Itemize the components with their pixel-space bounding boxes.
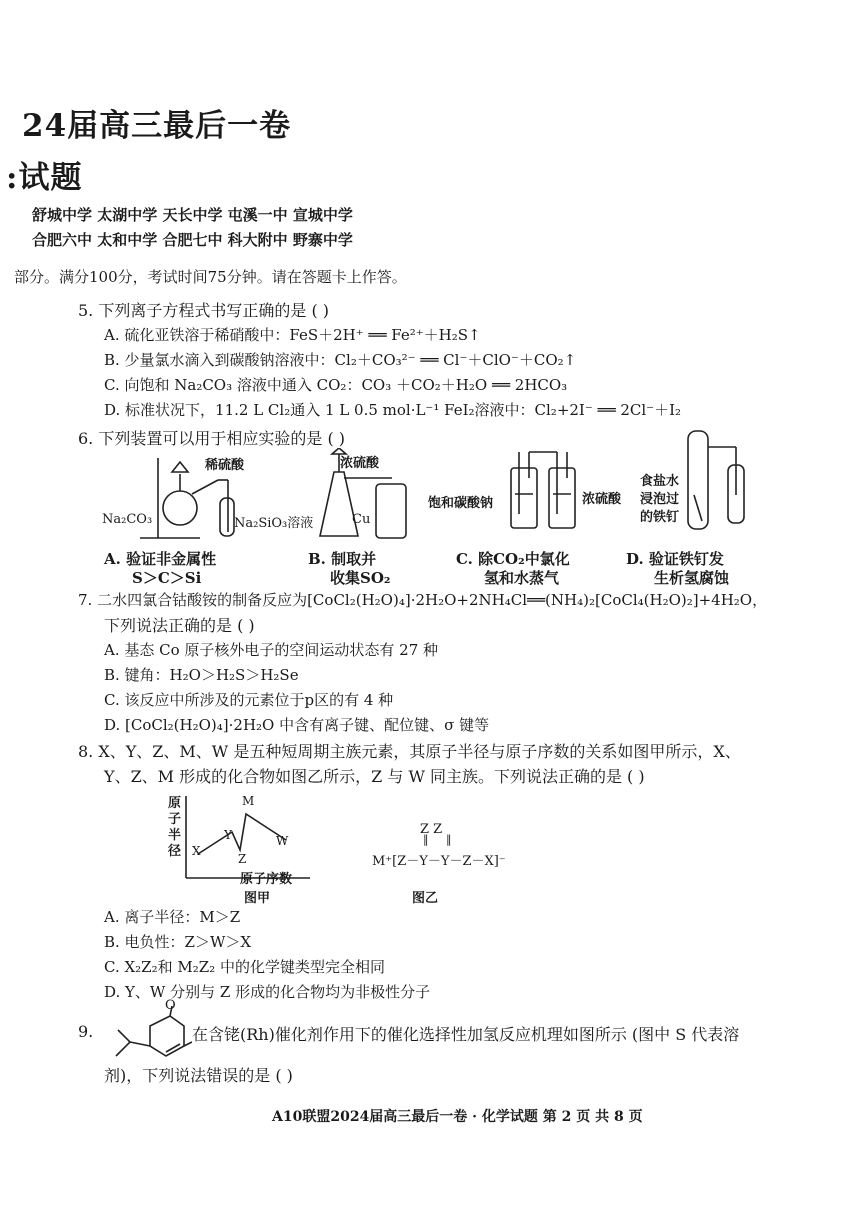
q5-option-d: D. 标准状况下，11.2 L Cl₂通入 1 L 0.5 mol·L⁻¹ FeI₂溶液中：Cl₂+2I⁻ ══ 2Cl⁻＋I₂ — [104, 401, 682, 419]
q8-option-d: D. Y、W 分别与 Z 形成的化合物均为非极性分子 — [104, 983, 431, 1001]
q8-fig2-top: Z Z — [420, 822, 443, 837]
q8-fig1-point-m: M — [242, 794, 255, 808]
q6-figure-c — [505, 448, 585, 538]
q6-b-reagent-2: Cu — [352, 512, 371, 527]
q8-fig1-point-w: W — [276, 834, 289, 848]
q9-text-line1: 在含铑(Rh)催化剂作用下的催化选择性加氢反应机理如图所示 (图中 S 代表溶 — [192, 1025, 740, 1044]
q8-fig1-xlabel: 原子序数 — [240, 872, 293, 887]
q5-stem: 5. 下列离子方程式书写正确的是 ( ) — [78, 301, 330, 320]
q7-option-a: A. 基态 Co 原子核外电子的空间运动状态有 27 种 — [104, 641, 439, 659]
schools-row1: 舒城中学 太湖中学 天长中学 屯溪一中 宣城中学 — [32, 206, 353, 224]
q6-option-c-line1: C. 除CO₂中氯化 — [456, 550, 570, 568]
q8-fig1-point-x: X — [192, 844, 201, 858]
title-line2: :试题 — [6, 160, 83, 196]
q6-figure-d — [680, 425, 760, 540]
q9-number: 9. — [78, 1022, 94, 1041]
q5-option-c: C. 向饱和 Na₂CO₃ 溶液中通入 CO₂：CO₃ ＋CO₂＋H₂O ══ 2HCO₃ — [104, 376, 568, 394]
q6-a-reagent-3: Na₂SiO₃溶液 — [234, 516, 314, 531]
q6-option-b-line2: 收集SO₂ — [330, 569, 391, 587]
q7-option-b: B. 键角：H₂O＞H₂S＞H₂Se — [104, 666, 299, 684]
q7-stem-line1: 7. 二水四氯合钴酸铵的制备反应为[CoCl₂(H₂O)₄]·2H₂O+2NH₄Cl══(NH₄)₂[CoCl₄(H₂O)₂]+4H₂O， — [78, 591, 768, 609]
q9-molecule-oxygen: O — [165, 998, 176, 1013]
q6-option-d-line1: D. 验证铁钉发 — [626, 550, 724, 568]
q8-fig1-caption: 图甲 — [244, 891, 271, 906]
q6-c-reagent-1: 饱和碳酸钠 — [428, 496, 494, 511]
q6-option-b-line1: B. 制取并 — [308, 550, 377, 568]
q6-option-a-line2: S＞C＞Si — [132, 569, 202, 587]
exam-note: 部分。满分100分，考试时间75分钟。请在答题卡上作答。 — [14, 268, 407, 286]
q6-stem: 6. 下列装置可以用于相应实验的是 ( ) — [78, 429, 346, 448]
q6-b-reagent-1: 浓硫酸 — [340, 456, 380, 471]
q9-molecule-structure — [100, 1000, 192, 1064]
q9-text-line2: 剂)，下列说法错误的是 ( ) — [104, 1066, 293, 1085]
q8-fig1-point-y: Y — [224, 828, 232, 842]
q6-a-reagent-2: Na₂CO₃ — [102, 512, 153, 527]
q6-option-d-line2: 生析氢腐蚀 — [654, 569, 730, 587]
q6-c-reagent-2: 浓硫酸 — [582, 492, 622, 507]
q8-option-c: C. X₂Z₂和 M₂Z₂ 中的化学键类型完全相同 — [104, 958, 385, 976]
q8-option-a: A. 离子半径：M＞Z — [104, 908, 241, 926]
q6-d-reagent-1: 食盐水 — [640, 474, 680, 489]
q8-option-b: B. 电负性：Z＞W＞X — [104, 933, 252, 951]
q6-option-c-line2: 氢和水蒸气 — [484, 569, 560, 587]
schools-row2: 合肥六中 太和中学 合肥七中 科大附中 野寨中学 — [32, 231, 353, 249]
q5-option-b: B. 少量氯水滴入到碳酸钠溶液中：Cl₂＋CO₃²⁻ ══ Cl⁻＋ClO⁻＋CO₂↑ — [104, 351, 577, 369]
q5-option-a: A. 硫化亚铁溶于稀硝酸中：FeS＋2H⁺ ══ Fe²⁺＋H₂S↑ — [104, 326, 481, 344]
q8-fig2-bonds: ‖ ‖ — [423, 833, 452, 846]
q6-a-reagent-1: 稀硫酸 — [205, 458, 245, 473]
q6-d-reagent-3: 的铁钉 — [640, 510, 680, 525]
q8-fig1-ylabel: 原 子 半 径 — [168, 796, 182, 859]
q8-fig2-formula: M⁺[Z－Y－Y－Z－X]⁻ — [372, 854, 506, 869]
q6-d-reagent-2: 浸泡过 — [640, 492, 680, 507]
q8-stem-line2: Y、Z、M 形成的化合物如图乙所示，Z 与 W 同主族。下列说法正确的是 ( ) — [104, 767, 645, 786]
q7-option-c: C. 该反应中所涉及的元素位于p区的有 4 种 — [104, 691, 394, 709]
page-footer: A10联盟2024届高三最后一卷 · 化学试题 第 2 页 共 8 页 — [272, 1109, 643, 1125]
title-line1: 24届高三最后一卷 — [22, 108, 292, 144]
q8-fig1-point-z: Z — [238, 852, 247, 866]
q7-option-d: D. [CoCl₂(H₂O)₄]·2H₂O 中含有离子键、配位键、σ 键等 — [104, 716, 490, 734]
q8-stem-line1: 8. X、Y、Z、M、W 是五种短周期主族元素，其原子半径与原子序数的关系如图甲所示，X、 — [78, 742, 741, 761]
q7-stem-line2: 下列说法正确的是 ( ) — [104, 616, 255, 635]
q6-option-a-line1: A. 验证非金属性 — [104, 550, 217, 568]
q8-fig2-caption: 图乙 — [412, 891, 439, 906]
